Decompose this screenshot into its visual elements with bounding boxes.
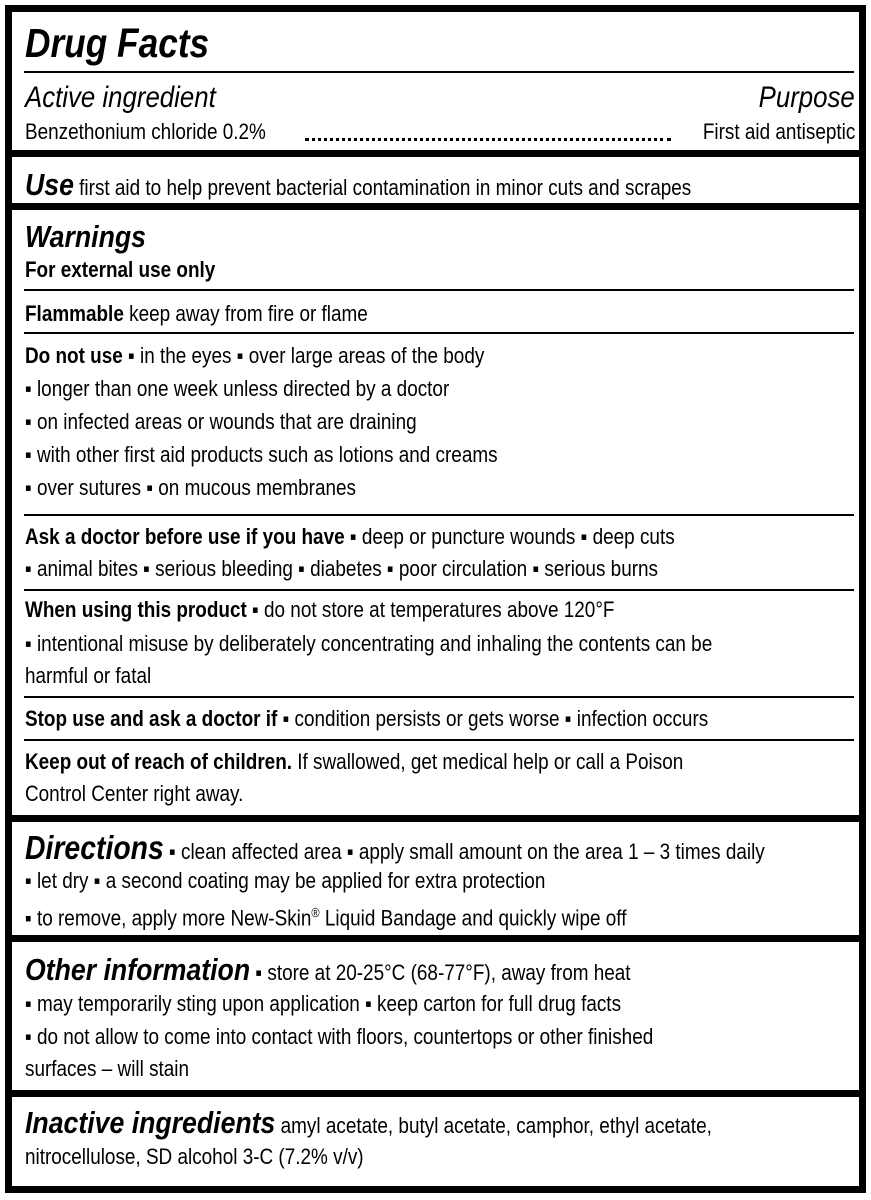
other-info-line: ▪ may temporarily sting upon application ▪ keep carton for full drug facts [25,991,622,1016]
divider [24,589,854,591]
inactive-text: amyl acetate, butyl acetate, camphor, ethyl acetate, [280,1113,712,1138]
keep-out-text: If swallowed, get medical help or call a Poison [297,749,684,774]
use-text: first aid to help prevent bacterial contamination in minor cuts and scrapes [79,175,692,200]
keep-out-line: Control Center right away. [25,781,244,806]
use-section [25,167,692,202]
section-divider [10,203,861,210]
divider [24,289,854,291]
stop-use-label: Stop use and ask a doctor if [25,706,278,731]
do-not-use-line: ▪ over sutures ▪ on mucous membranes [25,475,356,500]
ask-doctor-text: ▪ deep or puncture wounds ▪ deep cuts [349,524,675,549]
directions-line: ▪ let dry ▪ a second coating may be applied for extra protection [25,868,546,893]
other-info-text: ▪ store at 20-25°C (68-77°F), away from heat [255,960,631,985]
directions-heading: Directions [25,829,164,866]
inactive-heading: Inactive ingredients [25,1105,276,1140]
other-info-line: surfaces – will stain [25,1056,190,1081]
label-title: Drug Facts [25,20,210,66]
divider [24,739,854,741]
stop-use-line [25,706,708,732]
do-not-use-line: ▪ with other first aid products such as lotions and creams [25,442,498,467]
divider [24,514,854,516]
do-not-use-text: ▪ in the eyes ▪ over large areas of the body [128,343,485,368]
use-heading: Use [25,167,74,202]
other-info-line: ▪ do not allow to come into contact with floors, countertops or other finished [25,1024,654,1049]
section-divider [10,150,861,157]
keep-out-label: Keep out of reach of children. [25,749,293,774]
do-not-use-line: ▪ on infected areas or wounds that are draining [25,409,417,434]
warnings-heading: Warnings [25,219,146,254]
registered-mark: ® [311,905,320,920]
divider [24,332,854,334]
dot-leader [305,138,671,141]
keep-out-line [25,749,683,775]
when-using-text: ▪ do not store at temperatures above 120°F [252,597,615,622]
divider [24,696,854,698]
flammable-warning [25,301,368,327]
ask-doctor-line [25,524,675,550]
other-info-line [25,954,631,986]
flammable-text: keep away from fire or flame [129,301,368,326]
active-ingredient: Benzethonium chloride 0.2% [25,119,266,144]
section-divider [10,935,861,942]
flammable-label: Flammable [25,301,124,326]
ask-doctor-label: Ask a doctor before use if you have [25,524,345,549]
purpose-heading: Purpose [758,81,855,114]
active-ingredient-heading: Active ingredient [25,81,216,114]
inactive-line: nitrocellulose, SD alcohol 3-C (7.2% v/v) [25,1144,364,1169]
inactive-line [25,1107,712,1139]
do-not-use-label: Do not use [25,343,123,368]
external-use-only: For external use only [25,257,216,282]
when-using-line [25,597,614,623]
when-using-line: ▪ intentional misuse by deliberately concentrating and inhaling the contents can be [25,631,713,656]
when-using-line: harmful or fatal [25,663,152,688]
when-using-label: When using this product [25,597,247,622]
stop-use-text: ▪ condition persists or gets worse ▪ infection occurs [282,706,709,731]
directions-text: ▪ to remove, apply more New-Skin [25,905,312,931]
directions-line [25,900,627,931]
directions-text: Liquid Bandage and quickly wipe off [319,905,627,931]
purpose: First aid antiseptic [702,119,855,144]
directions-line [25,829,765,866]
other-info-heading: Other information [25,952,251,987]
directions-text: ▪ clean affected area ▪ apply small amount on the area 1 – 3 times daily [169,839,765,864]
section-divider [10,1090,861,1097]
do-not-use-line: ▪ longer than one week unless directed by a doctor [25,376,450,401]
do-not-use-line [25,343,484,369]
divider [24,71,854,73]
section-divider [10,815,861,822]
ask-doctor-line: ▪ animal bites ▪ serious bleeding ▪ diabetes ▪ poor circulation ▪ serious burns [25,556,659,581]
